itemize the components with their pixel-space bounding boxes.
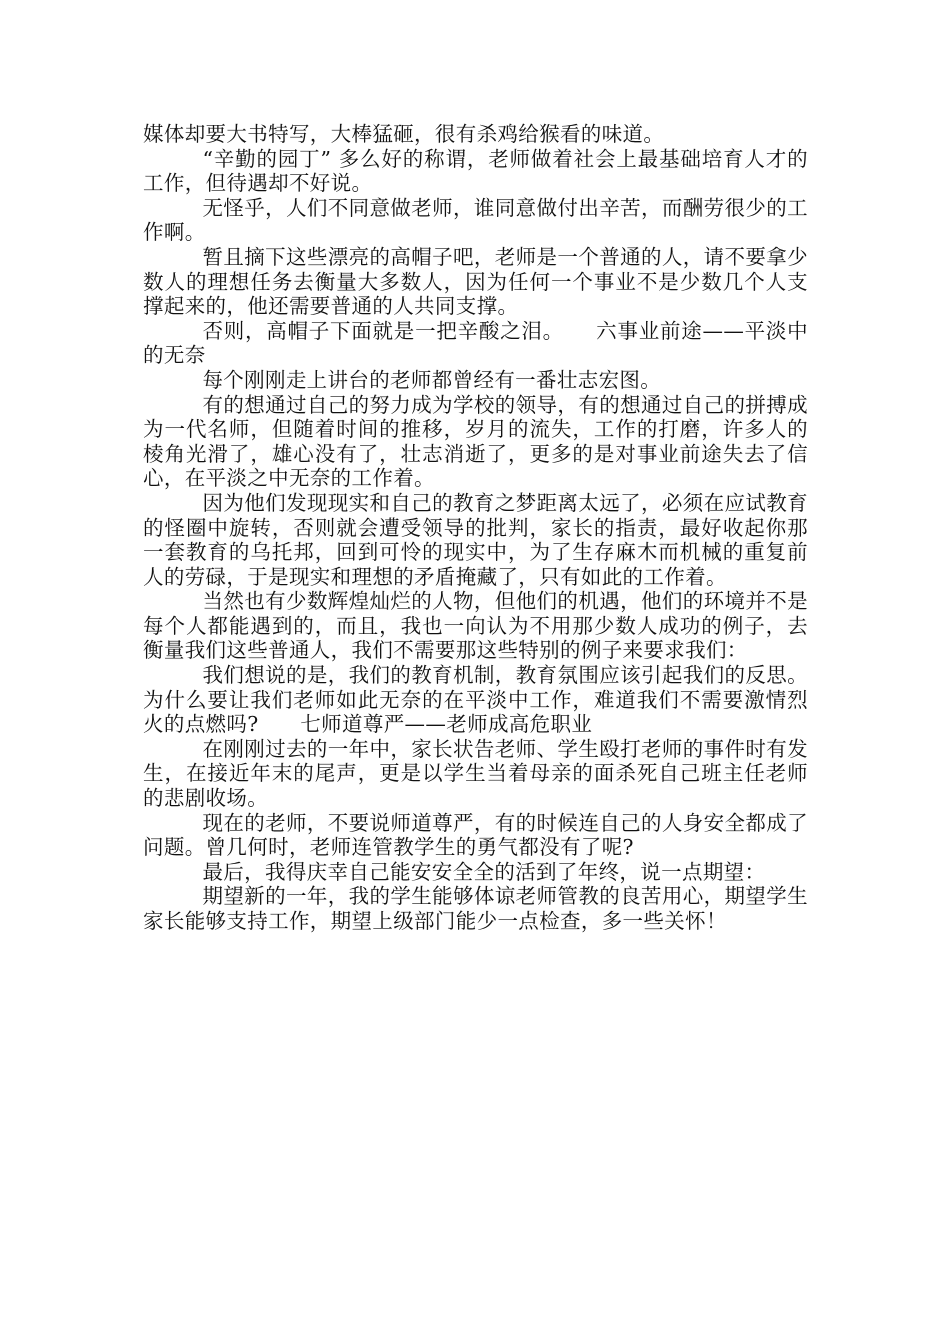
paragraph: 现在的老师，不要说师道尊严，有的时候连自己的人身安全都成了问题。曾几何时，老师连管教学生的勇气都没有了呢?: [143, 810, 808, 860]
paragraph: 有的想通过自己的努力成为学校的领导，有的想通过自己的拼搏成为一代名师，但随着时间的推移，岁月的流失，工作的打磨，许多人的棱角光滑了，雄心没有了，壮志消逝了，更多的是对事业前途失去了信心，在平淡之中无奈的工作着。: [143, 392, 808, 491]
paragraph: 因为他们发现现实和自己的教育之梦距离太远了，必须在应试教育的怪圈中旋转，否则就会遭受领导的批判，家长的指责，最好收起你那一套教育的乌托邦，回到可怜的现实中，为了生存麻木而机械的重复前人的劳碌，于是现实和理想的矛盾掩藏了，只有如此的工作着。: [143, 490, 808, 589]
paragraph: 每个刚刚走上讲台的老师都曾经有一番壮志宏图。: [202, 367, 662, 392]
paragraph: 期望新的一年，我的学生能够体谅老师管教的良苦用心，期望学生家长能够支持工作，期望上级部门能少一点检查，多一些关怀！: [143, 884, 808, 933]
paragraph: 在刚刚过去的一年中，家长状告老师、学生殴打老师的事件时有发生，在接近年末的尾声，更是以学生当着母亲的面杀死自己班主任老师的悲剧收场。: [143, 736, 808, 811]
paragraph: “辛勤的园丁” 多么好的称谓，老师做着社会上最基础培育人才的工作，但待遇却不好说。: [143, 146, 808, 196]
paragraph: 最后，我得庆幸自己能安安全全的活到了年终，说一点期望：: [202, 859, 766, 884]
paragraph: 暂且摘下这些漂亮的高帽子吧，老师是一个普通的人，请不要拿少数人的理想任务去衡量大多数人，因为任何一个事业不是少数几个人支撑起来的，他还需要普通的人共同支撑。: [143, 244, 808, 319]
paragraph: 否则，高帽子下面就是一把辛酸之泪。 六事业前途——平淡中的无奈: [143, 318, 808, 368]
paragraph: 无怪乎，人们不同意做老师，谁同意做付出辛苦，而酬劳很少的工作啊。: [143, 195, 808, 245]
paragraph: 媒体却要大书特写，大棒猛砸，很有杀鸡给猴看的味道。: [143, 122, 665, 146]
document-body: [143, 122, 808, 934]
paragraph: 我们想说的是，我们的教育机制，教育氛围应该引起我们的反思。为什么要让我们老师如此无奈的在平淡中工作，难道我们不需要激情烈火的点燃吗? 七师道尊严——老师成高危职业: [143, 663, 808, 737]
paragraph: 当然也有少数辉煌灿烂的人物，但他们的机遇，他们的环境并不是每个人都能遇到的，而且，我也一向认为不用那少数人成功的例子，去衡量我们这些普通人，我们不需要那这些特别的例子来要求我们：: [143, 589, 808, 663]
